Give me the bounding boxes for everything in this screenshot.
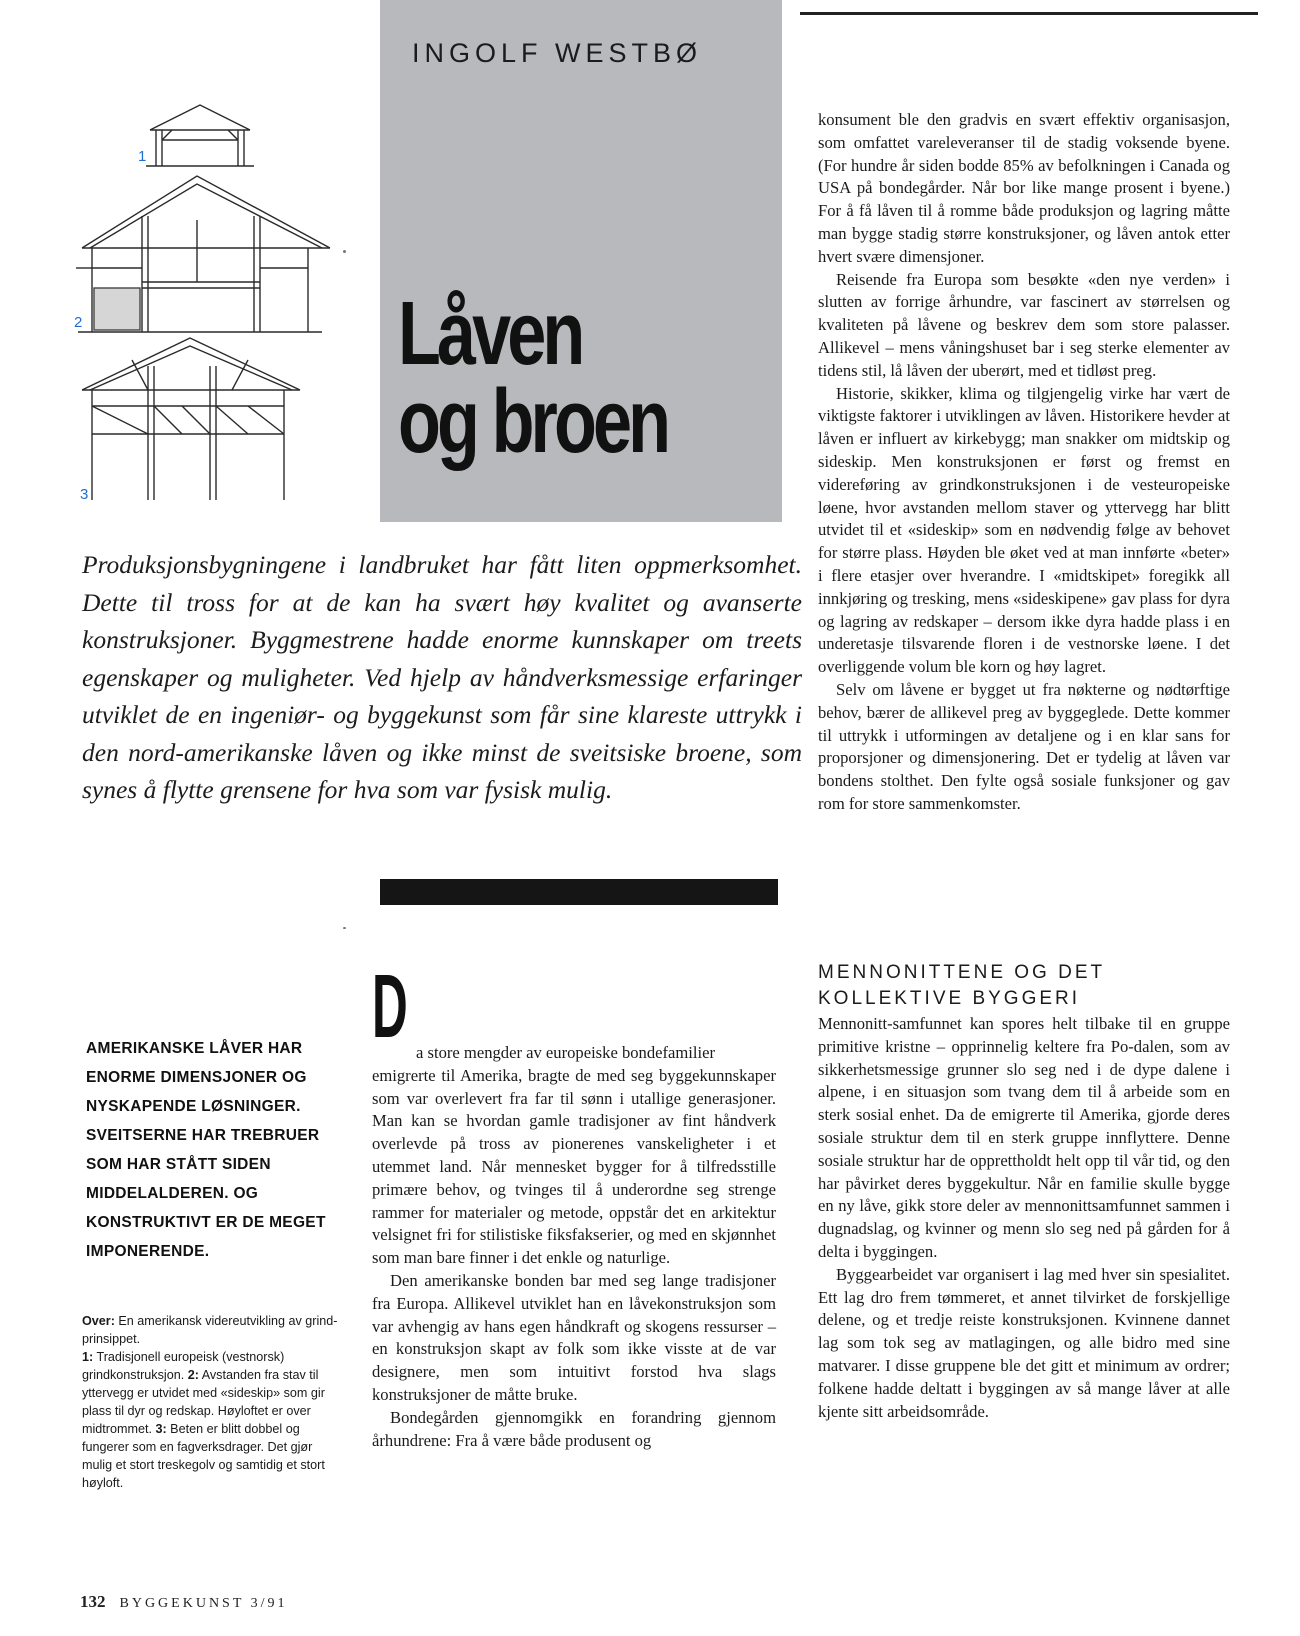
body-right-paragraph-5: Mennonitt-samfunnet kan spores helt tilbake til en gruppe primitive kristne – opprinnelig keltere fra Po-dalen, som av sikkerhetsmessige grunner slo seg ned i de dype dalene i alpene, i en situasjon som tvang dem til å arbeide som en sterk sosial enhet. Da de emigrerte til Amerika, gjorde deres sosiale struktur dem til en sterk gruppe innflyttere. Denne sosiale struktur har de opprettholdt helt opp til vår tid, og den har påvirket deres byggekultur. Når en familie skulle bygge en ny låve, gikk store deler av mennonittsamfunnet sammen i dugnadslag, og kvinner og menn slo seg ned på gården for å delta i byggingen. — [818, 1014, 1230, 1261]
top-rule — [800, 12, 1258, 15]
body-right-paragraph-2: Reisende fra Europa som besøkte «den nye verden» i slutten av forrige århundre, var fascinert av størrelsen og kvaliteten på låvene og beskrev dem som store palasser. Allikevel – mens våningshuset bar i seg sterke elementer av tidens stil, lå låven der uberørt, med et tidløst preg. — [818, 269, 1230, 380]
section-heading — [818, 960, 1238, 1012]
figure-caption — [82, 1312, 344, 1492]
author-name: INGOLF WESTBØ — [412, 38, 703, 68]
barn-drawing-1 — [146, 105, 254, 166]
drawing-label-3: 3 — [80, 486, 89, 503]
publication-name: BYGGEKUNST 3/91 — [119, 1596, 288, 1611]
drawing-label-2: 2 — [74, 314, 83, 331]
caption-item-1-number: 1: — [82, 1350, 94, 1364]
page-footer — [80, 1592, 288, 1612]
barn-drawings — [72, 100, 372, 530]
body-right-paragraph-6: Byggearbeidet var organisert i lag med hver sin spesialitet. Ett lag dro frem tømmeret, et annet tilvirket de forskjellige delene, og et tredje reiste konstruksjonen. Kvinnene dannet lag som tok seg av matlagingen, og alle bidro med sine matvarer. I disse gruppene ble det gitt et minimum av ordrer; folkene hadde deltatt i byggingen av så mange låver at alle kjente sitt arbeidsområde. — [818, 1264, 1230, 1421]
body-column-middle — [372, 1065, 776, 1453]
body-mid-paragraph-3: Bondegården gjennomgikk en forandring gjennom århundrene: Fra å være både produsent og — [372, 1407, 776, 1450]
print-speck — [343, 250, 346, 253]
drawing-label-1: 1 — [138, 148, 147, 165]
caption-item-1: Tradisjonell europeisk (vestnorsk) grindkonstruksjon. — [82, 1350, 285, 1382]
drop-cap: D — [372, 957, 408, 1057]
title-line-1: Låven — [398, 284, 582, 384]
caption-item-2-number: 2: — [187, 1368, 199, 1382]
body-mid-paragraph-1-start: a store mengder av europeiske bondefamilier — [416, 1043, 716, 1062]
article-title — [398, 284, 668, 472]
caption-intro: En amerikansk videreutvikling av grind-prinsippet. — [82, 1314, 338, 1346]
body-mid-paragraph-1: emigrerte til Amerika, bragte de med seg byggekunnskaper som var overlevert fra far til sønn i utallige generasjoner. Man kan se hvordan gamle tradisjoner av fint håndverk overlevde på tross av pionerenes vanskeligheter i et utemmet land. Når mennesket bygger for å tilfredsstille primære behov, og tvinges til å underordne seg strenge rammer for materialer og metode, oppstår det en arkitektur velsignet fri for stilistiske fiksfakserier, og med en skjønnhet som man bare finner i det enkle og naturlige. — [372, 1065, 776, 1268]
caption-label: Over: — [82, 1314, 115, 1328]
page-number: 132 — [80, 1592, 106, 1611]
body-column-right-top — [818, 109, 1230, 816]
print-speck — [343, 927, 346, 929]
lead-paragraph: Produksjonsbygningene i landbruket har fått liten oppmerksomhet. Dette til tross for at de kan ha svært høy kvalitet og avanserte konstruksjoner. Byggmestrene hadde enorme kunnskaper om treets egenskaper og muligheter. Ved hjelp av håndverksmessige erfaringer utviklet de en ingeniør- og byggekunst som får sine klareste uttrykk i den nord-amerikanske låven og ikke minst de sveitsiske broene, som synes å flytte grensene for hva som var fysisk mulig. — [82, 550, 802, 804]
section-heading-line-2: KOLLEKTIVE BYGGERI — [818, 988, 1081, 1009]
section-heading-line-1: MENNONITTENE OG DET — [818, 962, 1106, 983]
caption-item-3-number: 3: — [155, 1422, 167, 1436]
barn-section-illustrations — [72, 100, 372, 530]
body-mid-paragraph-2: Den amerikanske bonden bar med seg lange tradisjoner fra Europa. Allikevel utviklet han en låvekonstruksjon som var avhengig av hans egen håndkraft og skogens ressurser – en konstruksjon skapt av folk som ikke visste at de var designere, men som intuitivt forstod hva slags konstruksjoner de måtte bruke. — [372, 1270, 776, 1404]
pull-quote: AMERIKANSKE LÅVER HAR ENORME DIMENSJONER OG NYSKAPENDE LØSNINGER. SVEITSERNE HAR TREBRUER SOM HAR STÅTT SIDEN MIDDELALDEREN. OG KONSTRUKTIVT ER DE MEGET IMPONERENDE. — [86, 1040, 326, 1260]
body-right-paragraph-3: Historie, skikker, klima og tilgjengelig virke har vært de viktigste faktorer i utviklingen av låven. Historikere hevder at låven er influert av kirkebygg; man snakker om midtskip og sideskip. Men konstruksjonen er først og fremst en videreføring av grindkonstruksjonen i de vesteuropeiske løene, hvor avstanden mellom staver og yttervegg har blitt utvidet til et «sideskip» som en nødvendig følge av behovet for større plass. Høyden ble øket ved at man innførte «beter» i flere etasjer over hverandre. I «midtskipet» foregikk all innkjøring og tresking, mens «sideskipene» gav plass for dyra og lagring av redskaper – dersom ikke dyra hadde plass i en underetasje tilsvarende floren i de vestnorske løene. I det overliggende volum ble korn og høy lagret. — [818, 383, 1230, 677]
caption-item-2: Avstanden fra stav til yttervegg er utvidet med «sideskip» som gir plass til dyr og redskap. Høyloftet er over midtrommet. — [82, 1368, 325, 1436]
title-line-2: og broen — [398, 372, 668, 472]
body-mid-first-line — [416, 1042, 776, 1065]
caption-item-3: Beten er blitt dobbel og fungerer som en fagverksdrager. Det gjør mulig et stort treskegolv og samtidig et stort høyloft. — [82, 1422, 325, 1490]
body-right-paragraph-4: Selv om låvene er bygget ut fra nøkterne og nødtørftige behov, bærer de allikevel preg av byggeglede. Dette kommer til uttrykk i utformingen av detaljene og i en klar sans for proporsjoner og dimensjonering. Det er tydelig at låven var bondens stolthet. Den fylte også sosiale funksjoner og gav rom for store sammenkomster. — [818, 679, 1230, 813]
body-column-right-bottom — [818, 1013, 1230, 1423]
body-right-paragraph-1: konsument ble den gradvis en svært effektiv organisasjon, som omfattet vareleveranser til de stadig voksende byene. (For hundre år siden bodde 85% av befolkningen i Canada og USA på bondegårder. Når bor like mange prosent i byene.) For å få låven til å romme både produksjon og lagring måtte man bygge stadig større konstruksjoner, og låven antok etter hvert svære dimensjoner. — [818, 110, 1230, 266]
barn-drawing-3 — [82, 338, 300, 500]
black-rule-bar — [380, 879, 778, 905]
barn-drawing-2 — [76, 176, 330, 332]
